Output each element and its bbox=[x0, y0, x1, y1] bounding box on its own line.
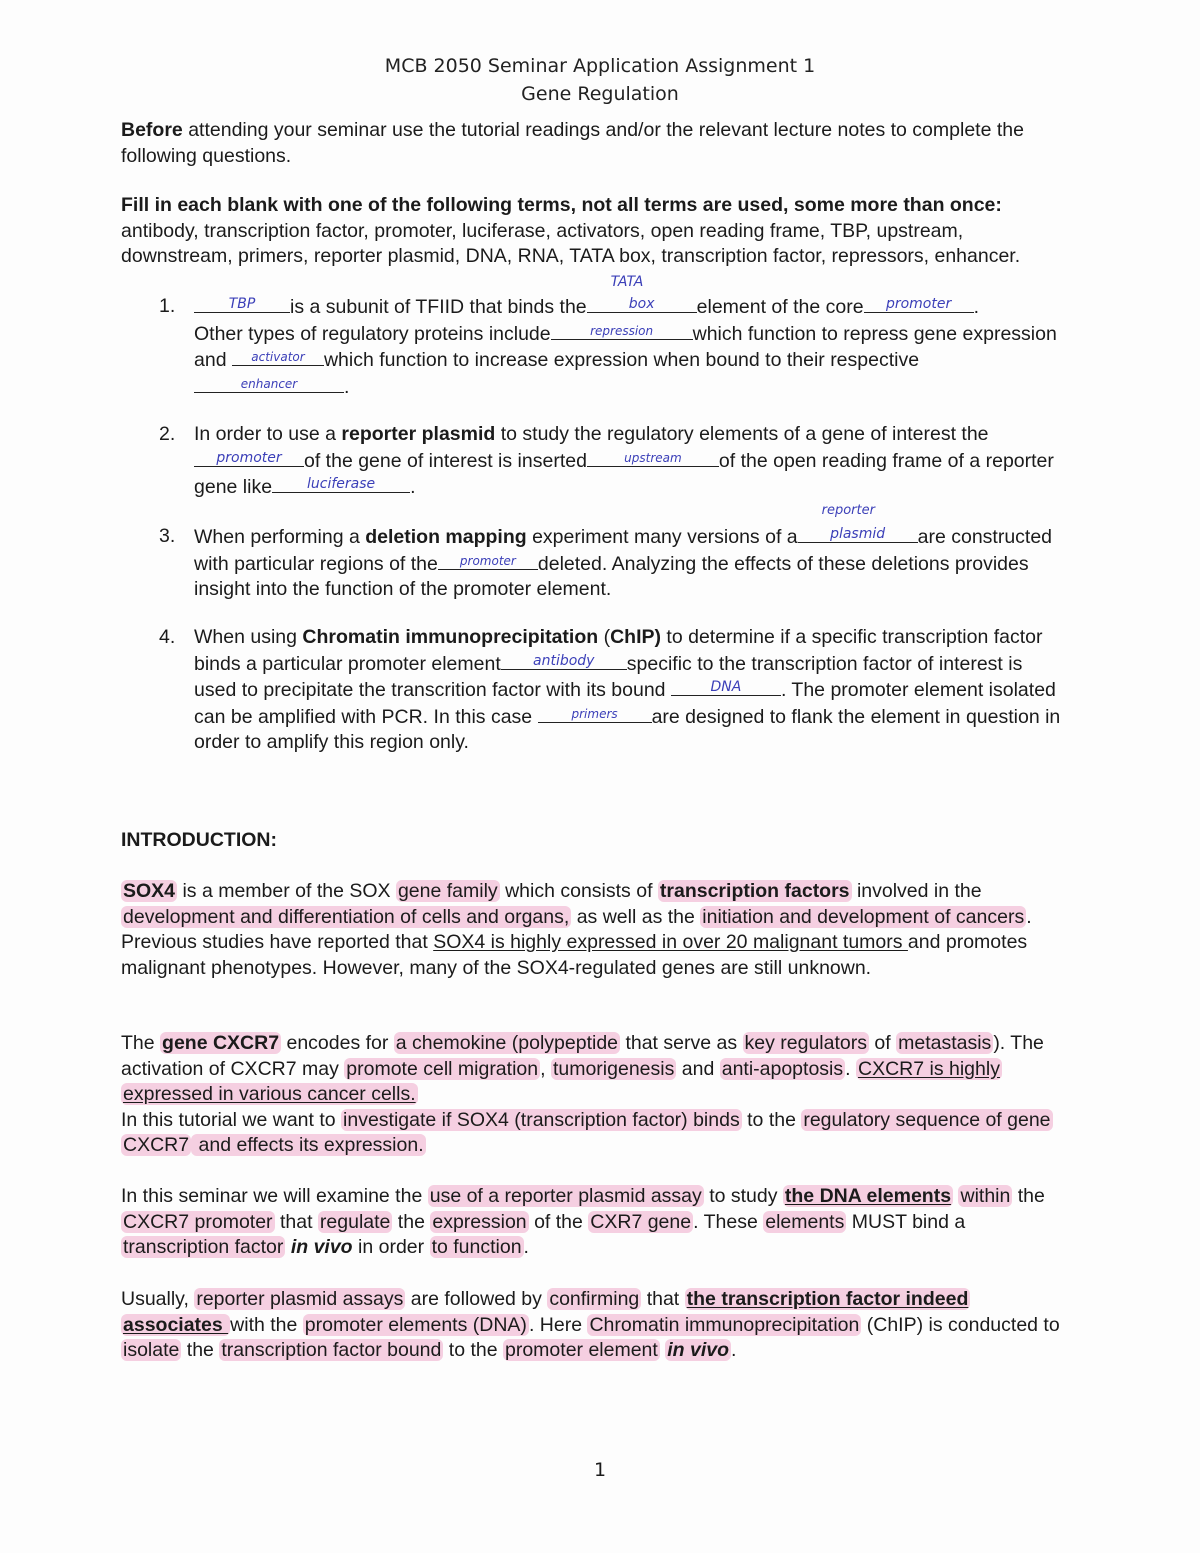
text: the bbox=[1012, 1185, 1045, 1207]
question-body bbox=[194, 422, 1064, 501]
handwritten-answer: DNA bbox=[710, 679, 742, 695]
highlight: expression bbox=[432, 1210, 527, 1233]
highlight: transcription factor bbox=[123, 1236, 284, 1258]
text: . bbox=[731, 1339, 737, 1361]
question-bold: deletion mapping bbox=[365, 526, 527, 548]
question-text: ( bbox=[598, 626, 611, 648]
text: with the bbox=[230, 1313, 303, 1336]
highlight: Chromatin immunoprecipitation bbox=[589, 1313, 860, 1336]
question-body bbox=[194, 274, 1064, 400]
text: of bbox=[869, 1032, 897, 1054]
highlight: isolate bbox=[123, 1339, 180, 1361]
question-body bbox=[194, 625, 1064, 756]
question-text: . The promoter element isolated can be amplified with PCR. In this case bbox=[194, 679, 1056, 728]
text: . bbox=[845, 1057, 856, 1080]
text: . Here bbox=[528, 1313, 588, 1336]
bold-italic-text: in vivo bbox=[290, 1236, 353, 1258]
blank-primers[interactable] bbox=[538, 704, 652, 723]
instructions-paragraph bbox=[121, 118, 1061, 169]
highlight: CXCR7 promoter bbox=[123, 1210, 273, 1233]
handwritten-answer: promoter bbox=[216, 449, 282, 466]
underlined-text: SOX4 is highly expressed in over 20 malignant tumors bbox=[433, 931, 908, 953]
highlight: reporter plasmid assays bbox=[196, 1288, 404, 1310]
highlight: CXR7 gene bbox=[590, 1210, 692, 1233]
underlined-highlight: CXCR7 is highly expressed in various cancer cells. bbox=[123, 1057, 1000, 1105]
page-number: 1 bbox=[593, 1459, 607, 1481]
term-bank: antibody, transcription factor, promoter, luciferase, activators, open reading frame, TBP, upstream, downstream, primers, reporter plasmid, DNA, RNA, TATA box, transcription factor, repressors, enhancer. bbox=[121, 219, 1021, 267]
handwritten-answer: repression bbox=[590, 323, 654, 338]
text: , bbox=[540, 1057, 551, 1080]
text: to the bbox=[741, 1108, 802, 1131]
intro-paragraph-3 bbox=[121, 1184, 1061, 1261]
text: in order bbox=[352, 1236, 430, 1258]
question-bold: ChIP) bbox=[610, 626, 662, 648]
question-text: . bbox=[410, 476, 416, 498]
question-bold: Chromatin immunoprecipitation bbox=[302, 626, 599, 648]
text: ). The activation of CXCR7 may bbox=[121, 1032, 1044, 1080]
question-text: are constructed with particular regions of the bbox=[194, 526, 1053, 575]
fill-instructions bbox=[121, 193, 1061, 270]
intro-paragraph-4 bbox=[121, 1287, 1061, 1364]
handwritten-answer: activator bbox=[251, 350, 305, 364]
blank-promoter[interactable] bbox=[438, 551, 538, 570]
blank-repression[interactable] bbox=[551, 321, 693, 340]
question-text: Other types of regulatory proteins include bbox=[194, 322, 551, 345]
text: In this seminar we will examine the bbox=[121, 1185, 428, 1207]
handwritten-answer: box bbox=[628, 296, 655, 312]
highlight: initiation and development of cancers bbox=[702, 905, 1025, 928]
highlight: gene family bbox=[397, 880, 498, 902]
highlight: confirming bbox=[549, 1288, 640, 1310]
handwritten-answer: promoter bbox=[885, 296, 952, 312]
text: encodes for bbox=[281, 1032, 394, 1054]
question-text: In order to use a bbox=[194, 423, 342, 445]
text: involved in the bbox=[851, 880, 982, 902]
text: and bbox=[676, 1057, 720, 1080]
text: MUST bind a bbox=[846, 1210, 966, 1233]
text: to study bbox=[703, 1185, 783, 1207]
question-text: . bbox=[344, 375, 350, 398]
highlight: key regulators bbox=[744, 1032, 867, 1054]
text: as well as the bbox=[571, 905, 701, 928]
blank-dna[interactable] bbox=[671, 677, 781, 696]
header-title: MCB 2050 Seminar Application Assignment 1 bbox=[384, 55, 816, 77]
bold-underlined-highlight: the DNA elements bbox=[784, 1185, 952, 1207]
blank-reporter-plasmid[interactable] bbox=[798, 503, 918, 543]
intro-paragraph-1 bbox=[121, 879, 1061, 981]
highlight: anti-apoptosis bbox=[721, 1057, 844, 1080]
instructions-text: attending your seminar use the tutorial readings and/or the relevant lecture notes to complete the following questions. bbox=[121, 119, 1024, 167]
handwritten-answer: TBP bbox=[228, 296, 256, 312]
highlighted-bold: transcription factors bbox=[659, 880, 850, 902]
text: . bbox=[523, 1236, 529, 1258]
handwritten-annotation: TATA bbox=[610, 274, 644, 290]
handwritten-answer: upstream bbox=[624, 450, 682, 465]
blank-enhancer[interactable] bbox=[194, 374, 344, 393]
text: that serve as bbox=[620, 1032, 743, 1054]
text: and effects its expression. bbox=[193, 1134, 424, 1156]
text: (ChIP) is conducted to bbox=[861, 1313, 1060, 1336]
blank-tata-box[interactable] bbox=[587, 274, 697, 313]
text: the bbox=[181, 1339, 220, 1361]
question-text: are designed to flank the element in question in order to amplify this region only. bbox=[194, 705, 1061, 753]
question-number: 2. bbox=[159, 423, 176, 445]
bold-underlined-highlight: the transcription factor indeed associates bbox=[123, 1288, 969, 1336]
question-text: of the gene of interest is inserted bbox=[304, 449, 587, 472]
highlight: to function bbox=[431, 1236, 522, 1258]
highlight: investigate if SOX4 (transcription factor) binds bbox=[343, 1108, 740, 1131]
highlight: regulate bbox=[319, 1210, 391, 1233]
highlight: regulatory sequence of gene CXCR7 bbox=[123, 1108, 1051, 1156]
text: Usually, bbox=[121, 1288, 195, 1310]
highlight: use of a reporter plasmid assay bbox=[429, 1185, 702, 1207]
text: of the bbox=[528, 1210, 589, 1233]
highlight: promoter elements (DNA) bbox=[304, 1313, 527, 1336]
question-text: of the open reading frame of a reporter gene like bbox=[194, 449, 1054, 498]
handwritten-answer: antibody bbox=[533, 652, 595, 669]
question-text: to study the regulatory elements of a gene of interest the bbox=[495, 423, 989, 445]
highlight: development and differentiation of cells and organs, bbox=[123, 905, 570, 928]
text: that bbox=[641, 1288, 685, 1310]
blank-antibody[interactable] bbox=[501, 651, 627, 670]
question-text: to determine if a specific transcription factor binds a particular promoter element bbox=[194, 626, 1043, 675]
question-text: experiment many versions of a bbox=[526, 526, 798, 548]
introduction-heading: INTRODUCTION: bbox=[121, 829, 277, 851]
highlighted-bold: gene CXCR7 bbox=[162, 1032, 280, 1054]
text: which consists of bbox=[499, 880, 658, 902]
text: . Previous studies have reported that bbox=[121, 905, 1032, 953]
highlight: tumorigenesis bbox=[552, 1057, 675, 1080]
handwritten-answer: enhancer bbox=[240, 376, 298, 391]
highlight: transcription factor bound bbox=[221, 1339, 442, 1361]
highlight: elements bbox=[765, 1210, 845, 1233]
blank-luciferase[interactable] bbox=[272, 474, 410, 493]
text: and promotes malignant phenotypes. However, many of the SOX4-regulated genes are still unknown. bbox=[121, 931, 1028, 979]
question-number: 3. bbox=[159, 525, 176, 547]
handwritten-answer: plasmid bbox=[830, 526, 886, 542]
blank-upstream[interactable] bbox=[587, 448, 719, 467]
blank-promoter[interactable] bbox=[864, 294, 974, 313]
handwritten-answer: promoter bbox=[459, 553, 516, 568]
question-text: . bbox=[973, 296, 979, 318]
highlight: metastasis bbox=[898, 1032, 992, 1054]
bold-italic-highlight: in vivo bbox=[667, 1339, 730, 1361]
blank-promoter[interactable] bbox=[194, 448, 304, 467]
blank-activator[interactable] bbox=[232, 347, 324, 366]
question-number: 1. bbox=[159, 295, 176, 317]
intro-paragraph-2 bbox=[121, 1031, 1061, 1159]
handwritten-answer: primers bbox=[571, 706, 618, 721]
question-number: 4. bbox=[159, 626, 176, 648]
highlight: within bbox=[960, 1185, 1011, 1207]
handwritten-annotation: reporter bbox=[821, 503, 875, 518]
text: is a member of the SOX bbox=[177, 880, 396, 902]
handwritten-answer: luciferase bbox=[306, 476, 376, 492]
highlight: promoter element bbox=[505, 1339, 658, 1361]
text: . These bbox=[693, 1210, 764, 1233]
text: In this tutorial we want to bbox=[121, 1108, 342, 1131]
highlighted-bold: SOX4 bbox=[123, 880, 176, 902]
text: The bbox=[121, 1032, 161, 1054]
text: are followed by bbox=[405, 1288, 548, 1310]
fill-instructions-bold: Fill in each blank with one of the following terms, not all terms are used, some more than once: bbox=[121, 194, 1002, 216]
highlight: a chemokine (polypeptide bbox=[395, 1032, 619, 1054]
instructions-bold: Before bbox=[121, 119, 183, 141]
question-text: is a subunit of TFIID that binds the bbox=[290, 296, 587, 318]
text: that bbox=[274, 1210, 318, 1233]
text: to the bbox=[443, 1339, 503, 1361]
question-text: deleted. Analyzing the effects of these deletions provides insight into the function of the promoter element. bbox=[194, 552, 1029, 600]
question-body bbox=[194, 503, 1064, 603]
blank-tbp[interactable] bbox=[194, 294, 290, 313]
question-text: When performing a bbox=[194, 526, 366, 548]
question-text: specific to the transcription factor of interest is used to precipitate the transcrition factor with its bound bbox=[194, 652, 1023, 701]
header-subtitle: Gene Regulation bbox=[521, 83, 679, 105]
question-text: When using bbox=[194, 626, 303, 648]
highlight: promote cell migration bbox=[346, 1057, 539, 1080]
question-text: which function to increase expression when bound to their respective bbox=[323, 349, 920, 371]
question-text: which function to repress gene expression and bbox=[194, 322, 1057, 371]
question-bold: reporter plasmid bbox=[341, 423, 496, 445]
text: the bbox=[392, 1210, 431, 1233]
question-text: element of the core bbox=[696, 296, 864, 318]
